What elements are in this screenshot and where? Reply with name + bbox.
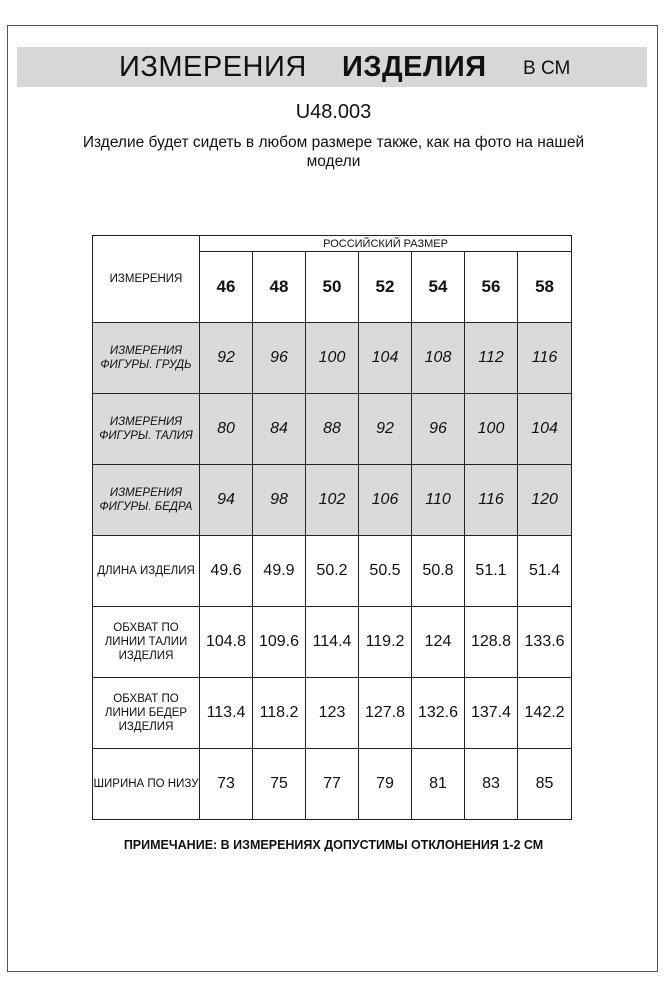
table-row — [93, 678, 572, 749]
title-part-2: ИЗДЕЛИЯ — [342, 51, 487, 83]
table-cell: 50.5 — [359, 536, 412, 607]
table-cell: 137.4 — [465, 678, 518, 749]
table-row — [93, 749, 572, 820]
table-cell: 51.4 — [518, 536, 572, 607]
table-cell: 133.6 — [518, 607, 572, 678]
table-cell: 128.8 — [465, 607, 518, 678]
title-part-1: ИЗМЕРЕНИЯ — [119, 51, 307, 83]
size-header-56: 56 — [465, 252, 518, 323]
corner-label: ИЗМЕРЕНИЯ — [93, 236, 200, 323]
tolerance-note: ПРИМЕЧАНИЕ: В ИЗМЕРЕНИЯХ ДОПУСТИМЫ ОТКЛОНЕНИЯ 1-2 СМ — [123, 838, 544, 852]
table-cell: 49.6 — [200, 536, 253, 607]
table-cell: 104 — [518, 394, 572, 465]
title-unit: В СМ — [523, 58, 571, 79]
table-cell: 85 — [518, 749, 572, 820]
table-cell: 77 — [306, 749, 359, 820]
table-row — [93, 536, 572, 607]
table-cell: 116 — [465, 465, 518, 536]
size-header-50: 50 — [306, 252, 359, 323]
table-cell: 49.9 — [253, 536, 306, 607]
size-header-54: 54 — [412, 252, 465, 323]
product-code: U48.003 — [295, 101, 372, 123]
size-header-46: 46 — [200, 252, 253, 323]
table-cell: 88 — [306, 394, 359, 465]
table-cell: 79 — [359, 749, 412, 820]
table-cell: 106 — [359, 465, 412, 536]
table-cell: 104.8 — [200, 607, 253, 678]
table-cell: 124 — [412, 607, 465, 678]
row-label: ДЛИНА ИЗДЕЛИЯ — [93, 536, 200, 607]
table-cell: 108 — [412, 323, 465, 394]
table-cell: 96 — [253, 323, 306, 394]
row-label: ИЗМЕРЕНИЯ ФИГУРЫ. ТАЛИЯ — [93, 394, 200, 465]
table-cell: 100 — [306, 323, 359, 394]
table-cell: 114.4 — [306, 607, 359, 678]
table-cell: 80 — [200, 394, 253, 465]
table-cell: 81 — [412, 749, 465, 820]
table-cell: 92 — [359, 394, 412, 465]
title-banner — [17, 47, 647, 87]
table-cell: 109.6 — [253, 607, 306, 678]
size-header-58: 58 — [518, 252, 572, 323]
table-cell: 119.2 — [359, 607, 412, 678]
size-group-header: РОССИЙСКИЙ РАЗМЕР — [200, 236, 572, 252]
table-cell: 100 — [465, 394, 518, 465]
table-cell: 84 — [253, 394, 306, 465]
table-cell: 75 — [253, 749, 306, 820]
table-cell: 132.6 — [412, 678, 465, 749]
table-cell: 51.1 — [465, 536, 518, 607]
table-row — [93, 607, 572, 678]
table-cell: 98 — [253, 465, 306, 536]
table-cell: 123 — [306, 678, 359, 749]
table-cell: 127.8 — [359, 678, 412, 749]
size-header-48: 48 — [253, 252, 306, 323]
table-cell: 110 — [412, 465, 465, 536]
table-cell: 116 — [518, 323, 572, 394]
table-row — [93, 394, 572, 465]
row-label: ШИРИНА ПО НИЗУ — [93, 749, 200, 820]
size-table — [92, 235, 572, 820]
table-row — [93, 465, 572, 536]
table-cell: 118.2 — [253, 678, 306, 749]
table-cell: 94 — [200, 465, 253, 536]
table-row — [93, 323, 572, 394]
row-label: ОБХВАТ ПО ЛИНИИ ТАЛИИ ИЗДЕЛИЯ — [93, 607, 200, 678]
table-cell: 50.2 — [306, 536, 359, 607]
table-cell: 113.4 — [200, 678, 253, 749]
table-cell: 112 — [465, 323, 518, 394]
table-cell: 96 — [412, 394, 465, 465]
row-label: ИЗМЕРЕНИЯ ФИГУРЫ. ГРУДЬ — [93, 323, 200, 394]
table-cell: 83 — [465, 749, 518, 820]
size-header-52: 52 — [359, 252, 412, 323]
row-label: ОБХВАТ ПО ЛИНИИ БЕДЕР ИЗДЕЛИЯ — [93, 678, 200, 749]
row-label: ИЗМЕРЕНИЯ ФИГУРЫ. БЕДРА — [93, 465, 200, 536]
table-cell: 73 — [200, 749, 253, 820]
table-cell: 104 — [359, 323, 412, 394]
table-cell: 50.8 — [412, 536, 465, 607]
table-cell: 142.2 — [518, 678, 572, 749]
table-cell: 92 — [200, 323, 253, 394]
table-cell: 102 — [306, 465, 359, 536]
fit-description: Изделие будет сидеть в любом размере также, как на фото на нашей модели — [82, 134, 585, 170]
table-cell: 120 — [518, 465, 572, 536]
